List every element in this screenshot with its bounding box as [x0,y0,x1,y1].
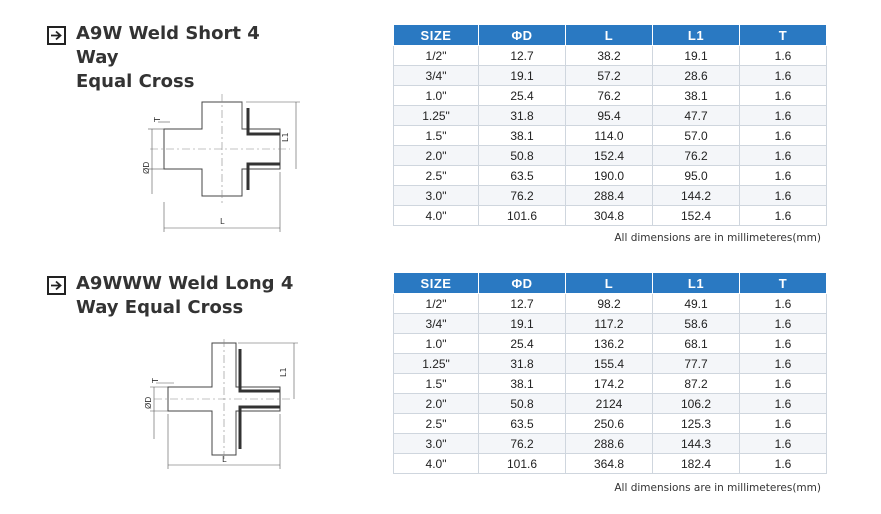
product-title [76,272,296,320]
table-row [394,354,827,374]
table-cell: 1.6 [740,46,827,66]
table-cell: 101.6 [479,454,566,474]
table-row [394,126,827,146]
table-row [394,294,827,314]
table-cell: 250.6 [566,414,653,434]
table-cell: 63.5 [479,166,566,186]
table-cell: 19.1 [653,46,740,66]
table-cell: 38.1 [479,126,566,146]
table-cell: 1.6 [740,294,827,314]
table-cell: 38.1 [479,374,566,394]
table-cell: 144.2 [653,186,740,206]
table-cell: 3.0" [394,186,479,206]
column-header: ΦD [479,273,566,294]
table-cell: 76.2 [479,186,566,206]
table-cell: 19.1 [479,66,566,86]
column-header: SIZE [394,25,479,46]
dimensions-note: All dimensions are in millimeteres(mm) [614,482,821,494]
product-title-line2: Equal Cross [76,71,195,92]
column-header: L [566,273,653,294]
table-cell: 98.2 [566,294,653,314]
table-cell: 117.2 [566,314,653,334]
table-cell: 76.2 [479,434,566,454]
table-row [394,374,827,394]
product-title-line1: A9W Weld Short 4 Way [76,23,260,68]
table-cell: 3.0" [394,434,479,454]
table-cell: 2124 [566,394,653,414]
table-cell: 1.6 [740,374,827,394]
table-cell: 3/4" [394,314,479,334]
table-cell: 4.0" [394,206,479,226]
table-cell: 95.4 [566,106,653,126]
table-cell: 1.6 [740,314,827,334]
product-title-line2: Way Equal Cross [76,297,244,318]
drawing-label-l1: L1 [279,367,288,377]
table-row [394,206,827,226]
table-cell: 1.6 [740,186,827,206]
table-cell: 1.6 [740,66,827,86]
product-section-short-cross [0,14,881,264]
table-row [394,314,827,334]
drawing-label-l: L [220,217,225,226]
table-header-row [394,25,827,46]
table-cell: 25.4 [479,334,566,354]
table-cell: 136.2 [566,334,653,354]
product-title [76,22,296,94]
table-cell: 364.8 [566,454,653,474]
table-cell: 28.6 [653,66,740,86]
table-cell: 190.0 [566,166,653,186]
product-title-line1: A9WWW Weld Long 4 [76,273,294,294]
table-cell: 38.2 [566,46,653,66]
table-row [394,106,827,126]
table-cell: 1.6 [740,146,827,166]
table-cell: 12.7 [479,46,566,66]
table-row [394,394,827,414]
table-cell: 1.6 [740,414,827,434]
column-header: T [740,25,827,46]
table-cell: 288.4 [566,186,653,206]
arrow-right-icon [47,276,66,295]
table-cell: 1.6 [740,206,827,226]
table-cell: 68.1 [653,334,740,354]
table-cell: 101.6 [479,206,566,226]
table-cell: 182.4 [653,454,740,474]
cross-fitting-drawing [140,339,305,499]
table-cell: 1.6 [740,434,827,454]
table-row [394,186,827,206]
column-header: L1 [653,25,740,46]
table-cell: 152.4 [653,206,740,226]
drawing-label-d: ØD [142,161,151,174]
table-cell: 87.2 [653,374,740,394]
table-cell: 1/2" [394,294,479,314]
table-cell: 38.1 [653,86,740,106]
drawing-label-t: T [153,117,162,122]
table-cell: 50.8 [479,146,566,166]
table-cell: 57.0 [653,126,740,146]
table-cell: 76.2 [653,146,740,166]
table-cell: 1.0" [394,334,479,354]
table-cell: 19.1 [479,314,566,334]
product-title-row [47,272,296,320]
table-cell: 144.3 [653,434,740,454]
table-cell: 1.25" [394,354,479,374]
table-cell: 12.7 [479,294,566,314]
table-cell: 25.4 [479,86,566,106]
product-section-long-cross [0,264,881,514]
table-cell: 76.2 [566,86,653,106]
table-cell: 1.6 [740,354,827,374]
table-cell: 47.7 [653,106,740,126]
table-row [394,334,827,354]
table-cell: 1.6 [740,454,827,474]
table-cell: 58.6 [653,314,740,334]
table-cell: 2.5" [394,166,479,186]
drawing-label-t: T [151,378,160,383]
table-row [394,434,827,454]
table-cell: 31.8 [479,106,566,126]
dimensions-table [393,24,827,226]
table-cell: 57.2 [566,66,653,86]
column-header: T [740,273,827,294]
drawing-label-l: L [222,455,227,464]
table-cell: 49.1 [653,294,740,314]
table-cell: 106.2 [653,394,740,414]
table-cell: 1.6 [740,334,827,354]
arrow-right-icon [47,26,66,45]
table-cell: 1.6 [740,126,827,146]
table-cell: 114.0 [566,126,653,146]
table-row [394,414,827,434]
table-cell: 2.5" [394,414,479,434]
table-cell: 63.5 [479,414,566,434]
product-title-row [47,22,296,94]
table-row [394,454,827,474]
table-row [394,166,827,186]
table-cell: 31.8 [479,354,566,374]
table-cell: 1.6 [740,106,827,126]
drawing-label-l1: L1 [281,132,290,142]
table-cell: 174.2 [566,374,653,394]
column-header: SIZE [394,273,479,294]
drawing-label-d: ØD [144,396,153,409]
table-cell: 304.8 [566,206,653,226]
table-cell: 1.25" [394,106,479,126]
table-row [394,146,827,166]
table-cell: 1.6 [740,86,827,106]
table-cell: 1.6 [740,166,827,186]
table-cell: 50.8 [479,394,566,414]
column-header: L [566,25,653,46]
table-cell: 3/4" [394,66,479,86]
column-header: L1 [653,273,740,294]
table-cell: 1/2" [394,46,479,66]
table-cell: 4.0" [394,454,479,474]
table-cell: 288.6 [566,434,653,454]
dimensions-table [393,272,827,474]
table-row [394,46,827,66]
table-cell: 95.0 [653,166,740,186]
table-cell: 1.0" [394,86,479,106]
table-cell: 77.7 [653,354,740,374]
table-cell: 1.6 [740,394,827,414]
dimensions-note: All dimensions are in millimeteres(mm) [614,232,821,244]
table-cell: 155.4 [566,354,653,374]
table-cell: 2.0" [394,146,479,166]
table-row [394,66,827,86]
table-cell: 1.5" [394,126,479,146]
table-cell: 125.3 [653,414,740,434]
table-cell: 1.5" [394,374,479,394]
column-header: ΦD [479,25,566,46]
table-cell: 2.0" [394,394,479,414]
cross-fitting-drawing [140,94,305,244]
table-header-row [394,273,827,294]
table-row [394,86,827,106]
table-cell: 152.4 [566,146,653,166]
